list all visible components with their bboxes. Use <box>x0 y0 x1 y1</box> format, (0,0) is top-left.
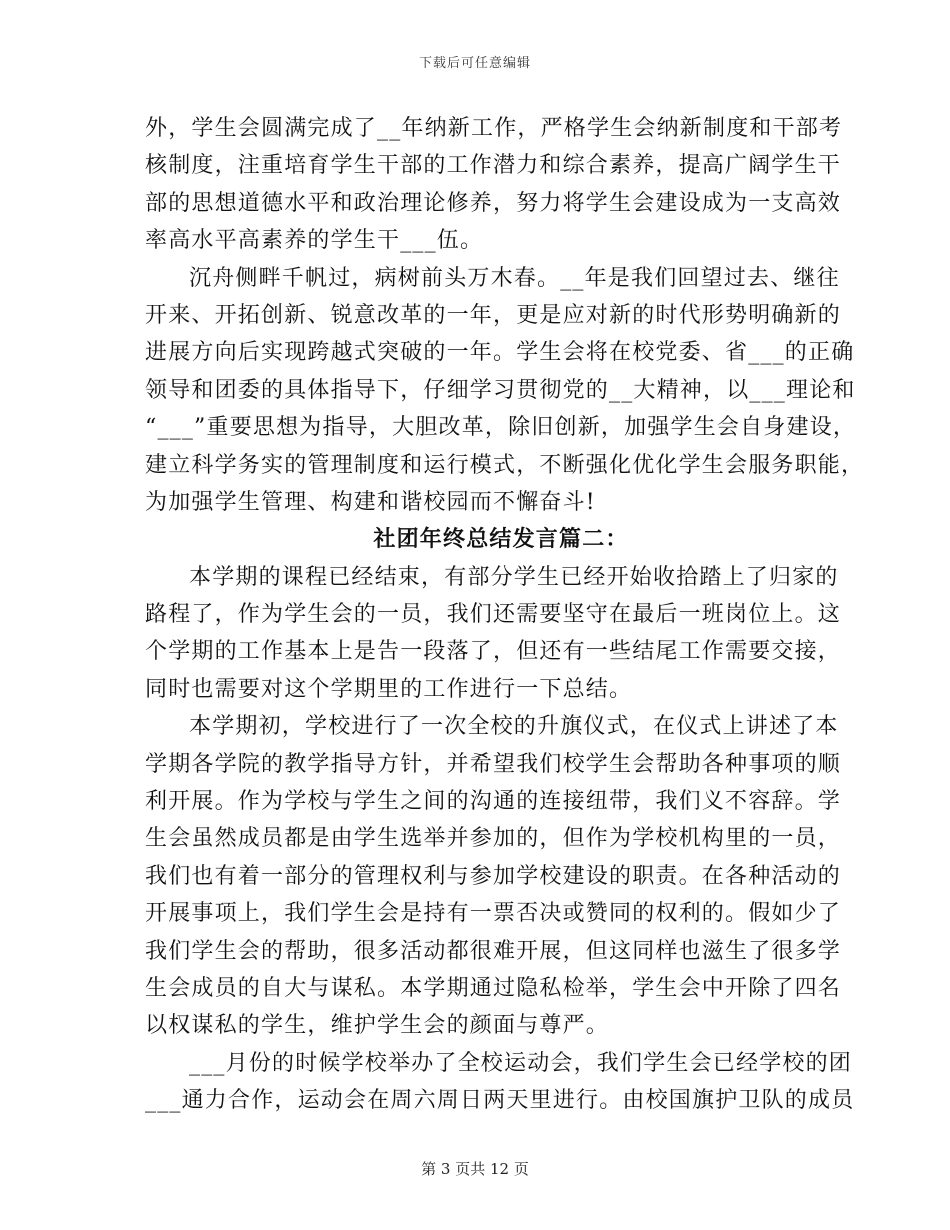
text-line: 个学期的工作基本上是告一段落了，但还有一些结尾工作需要交接， <box>145 639 842 665</box>
text-line: 我们学生会的帮助，很多活动都很难开展，但这同样也滋生了很多学 <box>145 938 842 964</box>
text-line: 部的思想道德水平和政治理论修养，努力将学生会建设成为一支高效 <box>145 190 842 216</box>
text-line: 开来、开拓创新、锐意改革的一年，更是应对新的时代形势明确新的 <box>145 302 842 328</box>
paragraph-first-line: ___月份的时候学校举办了全校运动会，我们学生会已经学校的团 <box>189 1050 853 1076</box>
text-line: 同时也需要对这个学期里的工作进行一下总结。 <box>145 676 633 702</box>
text-line: 外，学生会圆满完成了__年纳新工作，严格学生会纳新制度和干部考 <box>145 116 843 141</box>
text-line: 生会成员的自大与谋私。本学期通过隐私检举，学生会中开除了四名 <box>145 975 842 1001</box>
text-line: “___”重要思想为指导，大胆改革，除旧创新，加强学生会自身建设， <box>145 415 857 441</box>
text-line: 核制度，注重培育学生干部的工作潜力和综合素养，提高广阔学生干 <box>145 153 842 179</box>
text-line: 生会虽然成员都是由学生选举并参加的，但作为学校机构里的一员， <box>145 826 842 852</box>
text-line: 学期各学院的教学指导方针，并希望我们校学生会帮助各种事项的顺 <box>145 751 842 777</box>
text-line: 率高水平高素养的学生干___伍。 <box>145 228 484 254</box>
paragraph-first-line: 本学期初，学校进行了一次全校的升旗仪式，在仪式上讲述了本 <box>189 714 839 740</box>
text-line: 进展方向后实现跨越式突破的一年。学生会将在校党委、省___的正确 <box>145 340 855 366</box>
text-line: 为加强学生管理、构建和谐校园而不懈奋斗! <box>145 489 596 515</box>
paragraph-first-line: 沉舟侧畔千帆过，病树前头万木春。__年是我们回望过去、继往 <box>189 265 840 291</box>
text-line: 我们也有着一部分的管理权利与参加学校建设的职责。在各种活动的 <box>145 863 842 889</box>
text-line: 建立科学务实的管理制度和运行模式，不断强化优化学生会服务职能， <box>145 452 865 478</box>
text-line: 领导和团委的具体指导下，仔细学习贯彻党的__大精神，以___理论和 <box>145 377 856 403</box>
document-body <box>145 110 865 1120</box>
page-header: 下载后可任意编辑 <box>418 56 531 71</box>
section-heading: 社团年终总结发言篇二： <box>373 526 629 553</box>
text-line: 开展事项上，我们学生会是持有一票否决或赞同的权利的。假如少了 <box>145 901 842 927</box>
text-line: 利开展。作为学校与学生之间的沟通的连接纽带，我们义不容辞。学 <box>145 789 842 815</box>
text-line: ___通力合作，运动会在周六周日两天里进行。由校国旗护卫队的成员 <box>145 1088 855 1114</box>
paragraph-first-line: 本学期的课程已经结束，有部分学生已经开始收拾踏上了归家的 <box>189 564 839 590</box>
page-number-footer: 第 3 页共 12 页 <box>421 1160 529 1178</box>
text-line: 以权谋私的学生，维护学生会的颜面与尊严。 <box>145 1013 610 1039</box>
text-line: 路程了，作为学生会的一员，我们还需要坚守在最后一班岗位上。这 <box>145 602 842 628</box>
